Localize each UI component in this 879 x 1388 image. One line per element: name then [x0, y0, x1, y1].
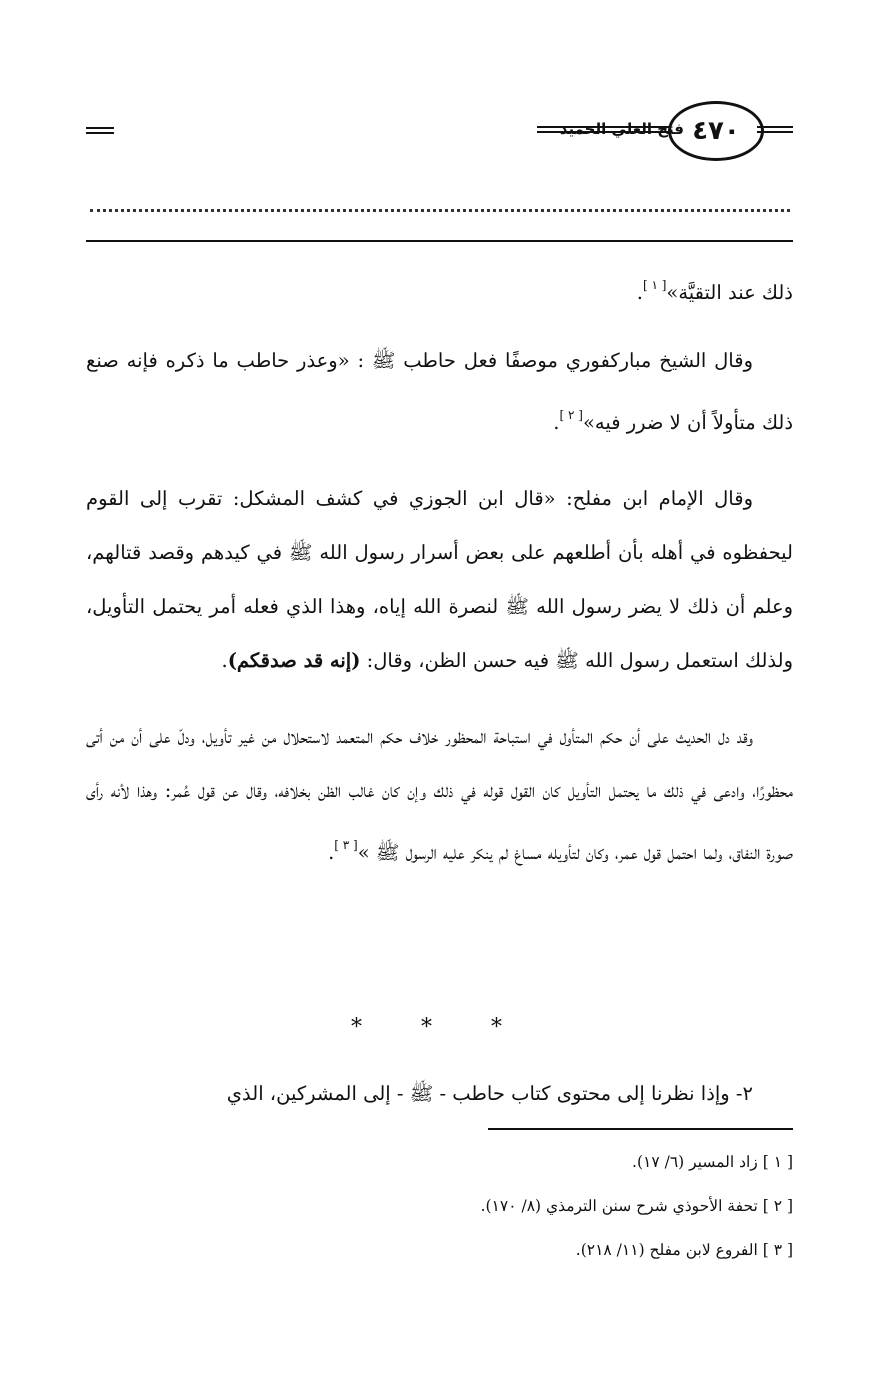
paragraph-4-end: . — [328, 841, 335, 864]
footnote-ref-1: [ ١ ] — [642, 278, 667, 292]
continuation-line — [86, 1074, 793, 1114]
paragraph-1-end: . — [636, 281, 643, 304]
section-divider-stars: * * * — [351, 1015, 528, 1040]
paragraph-1 — [86, 258, 793, 320]
header-double-rule-tail — [757, 126, 793, 133]
footnote-rule — [488, 1128, 793, 1130]
hadith-quote: (إنه قد صدقكم) — [227, 649, 361, 672]
separator-rule — [86, 240, 793, 242]
continuation-text: ٢- وإذا نظرنا إلى محتوى كتاب حاطب - ﷺ - إلى المشركين، الذي — [226, 1082, 753, 1105]
paragraph-2-text: وقال الشيخ مباركفوري موصفًا فعل حاطب ﷺ : «وعذر حاطب ما ذكره فإنه صنع ذلك متأولاً أن لا ضرر فيه» — [86, 349, 793, 434]
footnote-3: [ ٣ ] الفروع لابن مفلح (١١/ ٢١٨). — [575, 1241, 793, 1259]
main-text — [86, 258, 793, 902]
paragraph-4 — [86, 710, 793, 880]
header-double-rule-right — [537, 126, 669, 133]
paragraph-4-text: وقد دل الحديث على أن حكم المتأول في استباحة المحظور خلاف حكم المتعمد لاستحلال من غير تأويل، ودلّ على أن من أتى محظورًا، وادعى في ذلك ما يحتمل التأويل كان القول قوله في ذلك وإن كان غالب الظن بخلافه، وقال عن قول عُمر: وهذا لأنه رأى صورة النفاق، ولما احتمل قول عمر، وكان لتأويله مساغ لم ينكر عليه الرسول ﷺ » — [86, 725, 793, 864]
page-number: ٤٧٠ — [668, 101, 764, 161]
paragraph-3 — [86, 472, 793, 688]
footnote-1: [ ١ ] زاد المسير (٦/ ١٧). — [632, 1153, 793, 1171]
paragraph-1-text: ذلك عند التقيَّة» — [666, 281, 793, 304]
book-title: فتح العلي الحميد — [559, 120, 684, 138]
footnotes — [193, 1150, 793, 1282]
footnote-2: [ ٢ ] تحفة الأحوذي شرح سنن الترمذي (٨/ ١٧٠). — [480, 1197, 793, 1215]
paragraph-2-end: . — [553, 411, 560, 434]
footnote-ref-3: [ ٣ ] — [334, 838, 358, 852]
paragraph-3-text: وقال الإمام ابن مفلح: «قال ابن الجوزي في كشف المشكل: تقرب إلى القوم ليحفظوه في أهله بأن أطلعهم على بعض أسرار رسول الله ﷺ في كيدهم وقصد قتالهم، وعلم أن ذلك لا يضر رسول الله ﷺ لنصرة الله إياه، وهذا الذي فعله أمر يحتمل التأويل، ولذلك استعمل رسول الله ﷺ فيه حسن الظن، وقال: — [86, 487, 793, 672]
header-double-rule-left — [86, 127, 114, 134]
paragraph-3-end: . — [221, 649, 228, 672]
dotted-line — [90, 198, 790, 212]
paragraph-2 — [86, 334, 793, 450]
page-header — [0, 100, 879, 170]
footnote-ref-2: [ ٢ ] — [559, 408, 583, 422]
